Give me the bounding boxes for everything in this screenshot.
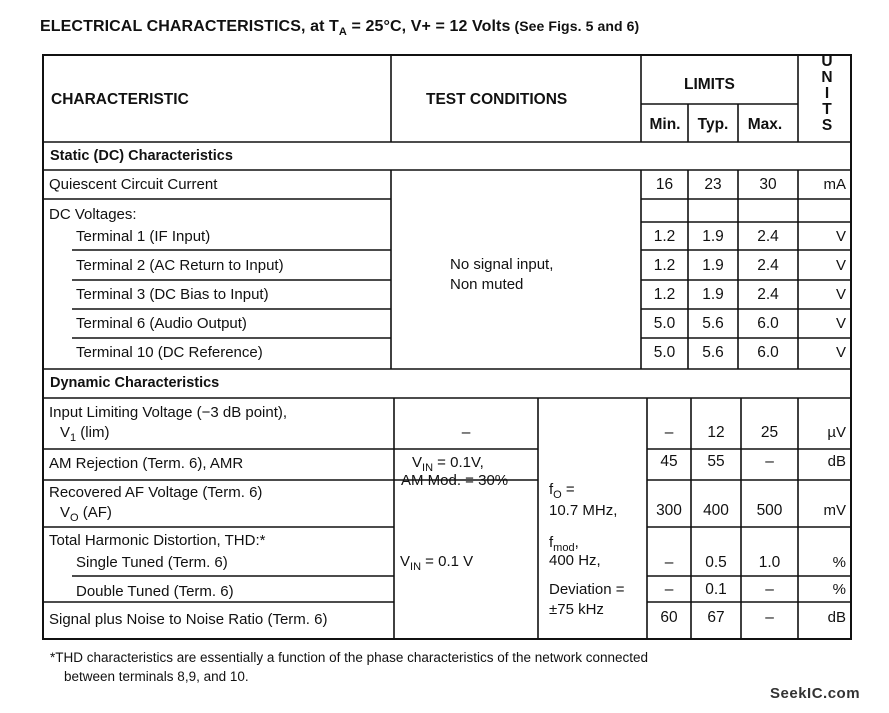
header-units-s: S [821,117,833,134]
row-am-rejection-unit: dB [827,453,846,470]
row-recovered-af-label-2: $V_O$ (AF) [60,504,112,524]
row-term2-typ: 1.9 [702,257,724,274]
row-recovered-af-max: 500 [756,502,783,519]
row-thd-single-label: Single Tuned (Term. 6) [76,554,228,571]
row-thd-double-max: – [765,581,774,598]
row-snr-typ: 67 [707,609,725,626]
header-typ: Typ. [697,116,729,133]
row-term6-typ: 5.6 [702,315,724,332]
row-term10-min: 5.0 [653,344,676,361]
row-am-rejection-min: 45 [660,453,678,470]
dyn-cond-fo-value: 10.7 MHz, [549,502,618,519]
row-term1-unit: V [835,228,846,245]
row-recovered-af-typ: 400 [703,502,729,519]
electrical-characteristics-table [42,54,852,640]
row-quiescent-max: 30 [759,176,777,193]
row-recovered-af-label: Recovered AF Voltage (Term. 6) [49,484,263,501]
row-input-limiting-label-2: $V_1$ (lim) [60,424,110,444]
row-term3-max: 2.4 [757,286,779,303]
dyn-cond-deviation-value: ±75 kHz [549,601,604,618]
row-quiescent-typ: 23 [704,176,722,193]
row-thd-single-typ: 0.5 [705,554,727,571]
row-term3-unit: V [835,286,846,303]
header-limits: LIMITS [684,76,735,93]
row-term2-label: Terminal 2 (AC Return to Input) [76,257,284,274]
section-static: Static (DC) Characteristics [50,148,233,164]
row-term6-min: 5.0 [653,315,676,332]
row-term2-max: 2.4 [757,257,779,274]
row-term10-unit: V [835,344,846,361]
row-term10-max: 6.0 [757,344,779,361]
row-thd-single-min: – [664,554,674,571]
row-am-rejection-max: – [765,453,774,470]
row-term6-label: Terminal 6 (Audio Output) [76,315,247,332]
header-max: Max. [747,116,783,133]
row-thd-double-unit: % [832,581,846,598]
row-term6-unit: V [835,315,846,332]
row-term1-label: Terminal 1 (IF Input) [76,228,211,245]
row-thd-double-min: – [664,581,674,598]
row-thd-single-max: 1.0 [758,554,781,571]
row-input-limiting-cond: – [461,424,471,441]
section-dynamic: Dynamic Characteristics [50,375,220,391]
row-am-rejection-cond-1: $V_{IN} = 0.1V$, [412,454,484,474]
row-term3-label: Terminal 3 (DC Bias to Input) [76,286,269,303]
row-thd-single-unit: % [832,554,846,571]
row-thd-label: Total Harmonic Distortion, THD:* [49,532,266,549]
row-term10-label: Terminal 10 (DC Reference) [76,344,263,361]
row-am-rejection-typ: 55 [707,453,725,470]
footnote [50,648,648,686]
row-term2-unit: V [835,257,846,274]
header-characteristic: CHARACTERISTIC [51,91,189,108]
header-units-t: T [822,101,832,118]
row-input-limiting-unit: µV [827,424,846,441]
row-am-rejection-label: AM Rejection (Term. 6), AMR [49,455,244,472]
row-am-rejection-cond-2: AM Mod. = 30% [401,472,509,489]
watermark: SeekIC.com [770,685,861,702]
row-input-limiting-typ: 12 [707,424,725,441]
row-term3-typ: 1.9 [702,286,724,303]
row-input-limiting-max: 25 [760,424,779,441]
row-quiescent-min: 16 [655,176,674,193]
row-term1-typ: 1.9 [702,228,724,245]
row-term1-min: 1.2 [653,228,676,245]
header-units-u: U [821,53,833,70]
row-snr-max: – [765,609,774,626]
header-min: Min. [649,116,681,133]
dyn-cond-fmod: $f_{mod}$, [549,534,579,554]
row-thd-double-label: Double Tuned (Term. 6) [76,583,234,600]
row-thd-cond: $V_{IN} = 0.1$ V [400,553,474,573]
header-units-i: I [824,85,830,102]
footnote-line-2: between terminals 8,9, and 10. [64,669,249,684]
row-input-limiting-min: – [664,424,674,441]
row-term2-min: 1.2 [653,257,676,274]
row-term1-max: 2.4 [757,228,779,245]
row-quiescent-unit: mA [823,176,846,193]
row-recovered-af-min: 300 [656,502,682,519]
row-input-limiting-label: Input Limiting Voltage (−3 dB point), [49,404,288,421]
row-dc-voltages-label: DC Voltages: [49,206,137,223]
row-thd-double-typ: 0.1 [705,581,727,598]
static-condition-line1: No signal input, [450,256,554,273]
row-snr-unit: dB [827,609,846,626]
header-units-n: N [821,69,833,86]
header-test-conditions: TEST CONDITIONS [426,91,568,108]
row-recovered-af-unit: mV [823,502,846,519]
row-term10-typ: 5.6 [702,344,724,361]
dyn-cond-deviation: Deviation = [549,581,625,598]
static-condition-line2: Non muted [450,276,524,293]
dyn-cond-fo: $f_O$ = [549,481,575,501]
row-snr-min: 60 [660,609,678,626]
row-term3-min: 1.2 [653,286,676,303]
row-snr-label: Signal plus Noise to Noise Ratio (Term. 6) [49,611,328,628]
footnote-line-1: *THD characteristics are essentially a function of the phase characteristics of the network connected [50,650,649,665]
row-term6-max: 6.0 [757,315,779,332]
dyn-cond-fmod-value: 400 Hz, [549,552,601,569]
table-title: ELECTRICAL CHARACTERISTICS, at $T_A = 25^\circ C$, V+ = 12 Volts (See Figs. 5 and 6) [40,18,640,38]
row-quiescent-label: Quiescent Circuit Current [49,176,218,193]
